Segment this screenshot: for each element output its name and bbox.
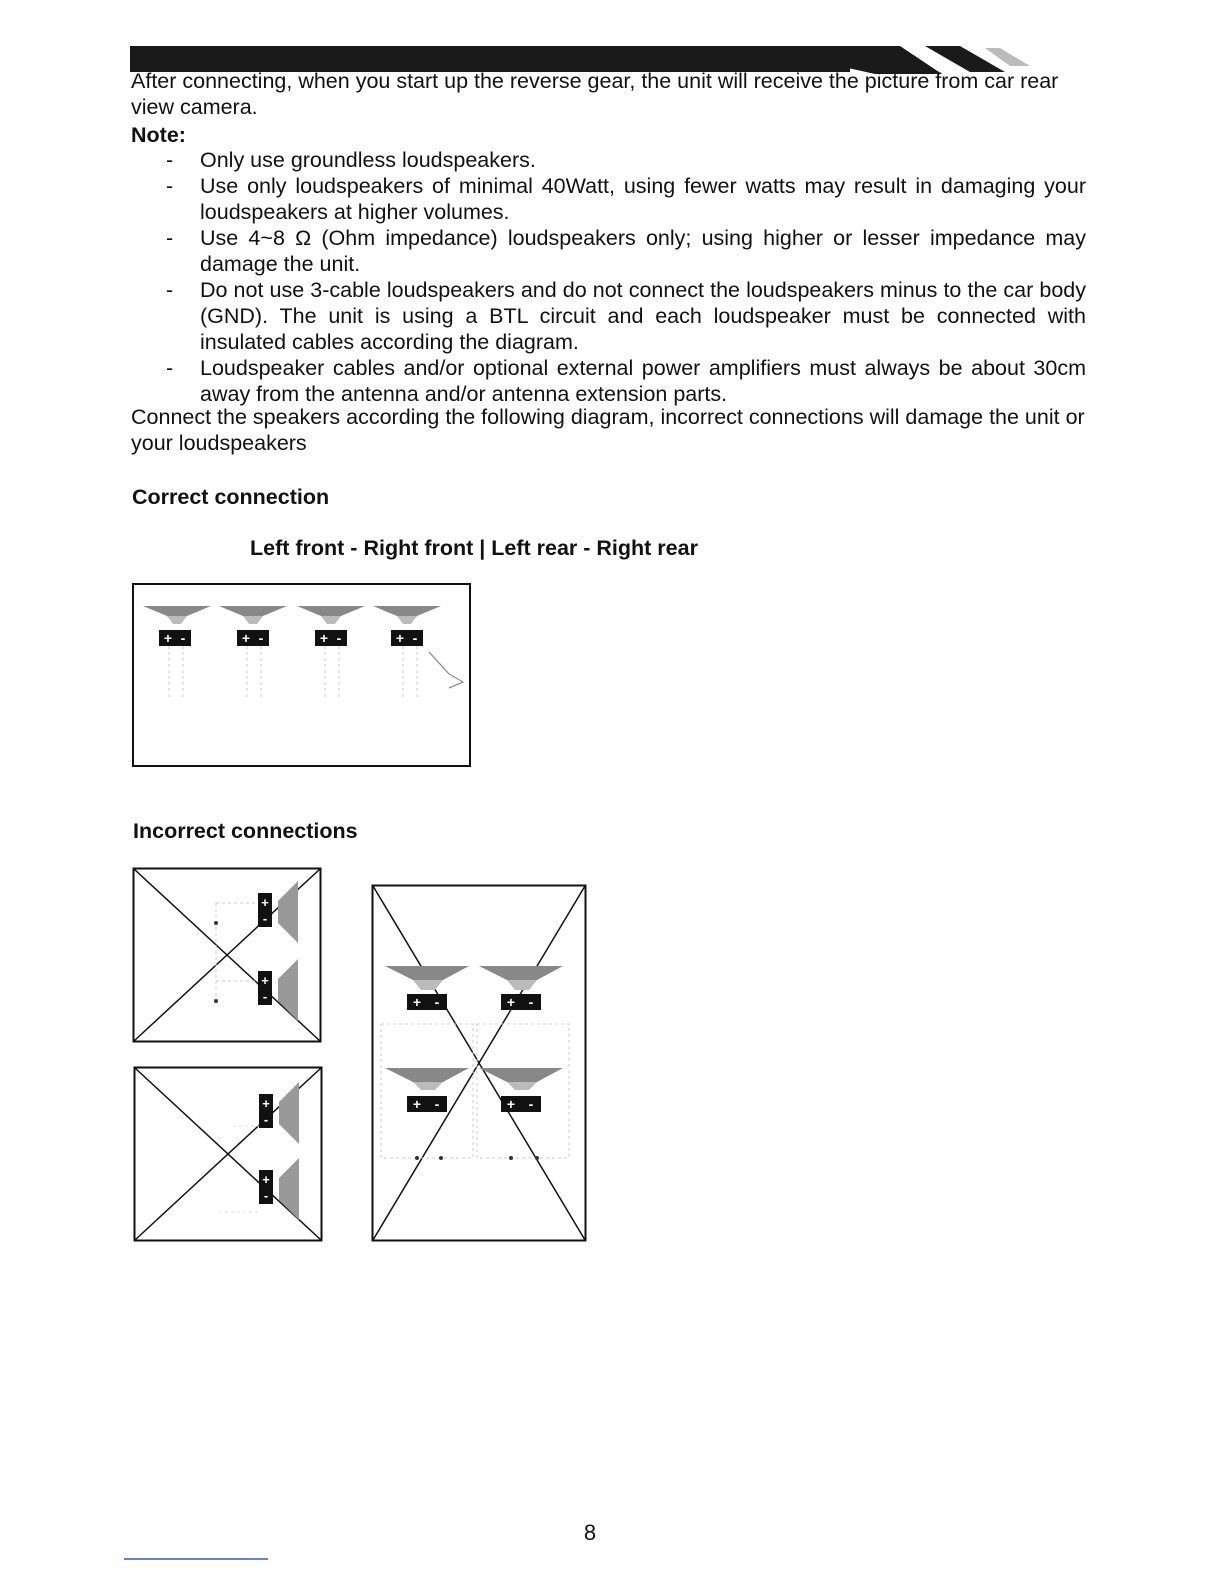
terminal-plus-label: + (412, 994, 422, 1010)
incorrect-diagram-3 (371, 884, 587, 1242)
speaker-upper (258, 881, 298, 943)
wire-junction (214, 921, 218, 925)
channels-label: Left front - Right front | Left rear - Right rear (250, 536, 698, 560)
note-text: Loudspeaker cables and/or optional external power amplifiers must always be about 30cm away from the antenna and/or antenna extension parts. (200, 356, 1086, 406)
terminal-plus-label: + (163, 630, 173, 646)
speaker-wires (381, 1024, 569, 1158)
terminal-plus-label: + (506, 1096, 516, 1112)
speaker-bottom-right (479, 1068, 563, 1112)
terminal-minus-label: - (262, 989, 268, 1004)
note-text: Do not use 3-cable loudspeakers and do not connect the loudspeakers minus to the car body (GND). The unit is using a BTL circuit and each loudspeaker must be connected with insulated cables according the diagram. (200, 278, 1086, 354)
terminal-plus-label: + (319, 630, 329, 646)
terminal-minus-label: - (180, 630, 186, 646)
terminal-plus-label: + (412, 1096, 422, 1112)
note-label: Note: (131, 123, 186, 147)
terminal-plus-label: + (262, 1096, 270, 1111)
speaker-upper (259, 1082, 299, 1144)
terminal-plus-label: + (261, 895, 269, 910)
terminal-minus-label: - (263, 1112, 269, 1127)
correct-heading: Correct connection (132, 485, 330, 509)
terminal-plus-label: + (395, 630, 405, 646)
terminal-minus-label: - (528, 1096, 534, 1112)
note-item (160, 173, 1086, 225)
bullet-dash: - (166, 226, 174, 250)
speaker-top-right (479, 966, 563, 1010)
note-item (160, 277, 1086, 355)
terminal-plus-label: + (241, 630, 251, 646)
terminal-minus-label: - (258, 630, 264, 646)
speaker-wires (169, 646, 417, 700)
incorrect-diagram-2 (133, 1066, 323, 1242)
page-number: 8 (583, 1520, 597, 1545)
terminal-minus-label: - (412, 630, 418, 646)
terminal-minus-label: - (263, 1188, 269, 1203)
bullet-dash: - (166, 174, 174, 198)
footer-line (124, 1558, 268, 1560)
speaker-bottom-left (385, 1068, 469, 1112)
intro-paragraph: After connecting, when you start up the reverse gear, the unit will receive the picture from car rear view camera. (131, 69, 1059, 119)
terminal-minus-label: - (434, 1096, 440, 1112)
bullet-dash: - (166, 356, 174, 380)
terminal-minus-label: - (434, 994, 440, 1010)
wire-junction (415, 1156, 419, 1160)
incorrect-heading: Incorrect connections (133, 819, 358, 843)
note-text: Use 4~8 Ω (Ohm impedance) loudspeakers only; using higher or lesser impedance may damage the unit. (200, 226, 1086, 276)
speaker-wires (216, 903, 258, 1001)
terminal-plus-label: + (261, 973, 269, 988)
note-text: Only use groundless loudspeakers. (200, 148, 536, 172)
wire-arrow-icon (429, 652, 463, 688)
wire-junction (214, 999, 218, 1003)
speaker-top-left (385, 966, 469, 1010)
note-item (160, 147, 1086, 173)
bullet-dash: - (166, 278, 174, 302)
wire-junction (535, 1156, 539, 1160)
speaker-lower (259, 1158, 299, 1220)
speaker-left-front (143, 606, 211, 646)
incorrect-diagram-1 (132, 867, 322, 1043)
terminal-minus-label: - (262, 911, 268, 926)
note-item (160, 225, 1086, 277)
speaker-right-front (219, 606, 287, 646)
connect-paragraph: Connect the speakers according the following diagram, incorrect connections will damage the unit or your loudspeakers (131, 405, 1085, 455)
note-item (160, 355, 1086, 407)
speaker-wires (219, 1126, 259, 1212)
speaker-right-rear (373, 606, 441, 646)
wire-junction (509, 1156, 513, 1160)
terminal-plus-label: + (506, 994, 516, 1010)
correct-connection-diagram (131, 582, 473, 768)
wire-junction (439, 1156, 443, 1160)
terminal-plus-label: + (262, 1172, 270, 1187)
terminal-minus-label: - (336, 630, 342, 646)
speaker-lower (258, 959, 298, 1021)
notes-list (160, 147, 1086, 407)
speaker-left-rear (297, 606, 365, 646)
note-text: Use only loudspeakers of minimal 40Watt, using fewer watts may result in damaging your loudspeakers at higher volumes. (200, 174, 1086, 224)
terminal-minus-label: - (528, 994, 534, 1010)
bullet-dash: - (166, 148, 174, 172)
